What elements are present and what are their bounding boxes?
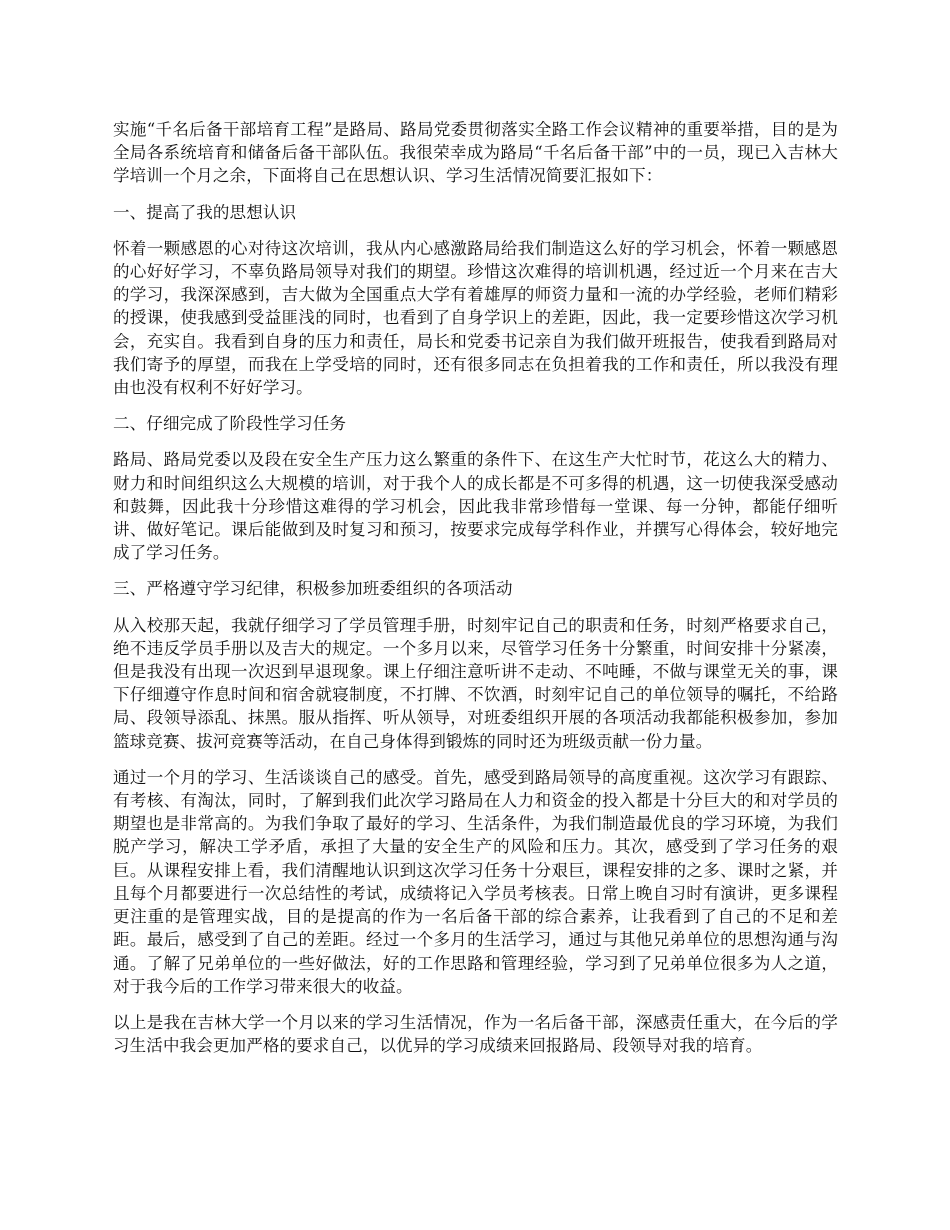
conclusion-paragraph: 以上是我在吉林大学一个月以来的学习生活情况，作为一名后备干部，深感责任重大，在今后的学习生活中我会更加严格的要求自己，以优异的学习成绩来回报路局、段领导对我的培育。 (113, 1012, 838, 1056)
section-heading-1: 一、提高了我的思想认识 (113, 202, 297, 222)
reflection-paragraph: 通过一个月的学习、生活谈谈自己的感受。首先，感受到路局领导的高度重视。这次学习有跟踪、有考核、有淘汰，同时，了解到我们此次学习路局在人力和资金的投入都是十分巨大的和对学员的期望也是非常高的。为我们争取了最好的学习、生活条件，为我们制造最优良的学习环境，为我们脱产学习，解决工学矛盾，承担了大量的安全生产的风险和压力。其次，感受到了学习任务的艰巨。从课程安排上看，我们清醒地认识到这次学习任务十分艰巨，课程安排的之多、课时之紧，并且每个月都要进行一次总结性的考试，成绩将记入学员考核表。日常上晚自习时有演讲，更多课程更注重的是管理实战，目的是提高的作为一名后备干部的综合素养，让我看到了自己的不足和差距。最后，感受到了自己的差距。经过一个多月的生活学习，通过与其他兄弟单位的思想沟通与沟通。了解了兄弟单位的一些好做法，好的工作思路和管理经验，学习到了兄弟单位很多为人之道，对于我今后的工作学习带来很大的收益。 (113, 767, 838, 996)
section-2-paragraph: 路局、路局党委以及段在安全生产压力这么繁重的条件下、在这生产大忙时节，花这么大的精力、财力和时间组织这么大规模的培训，对于我个人的成长都是不可多得的机遇，这一切使我深受感动和鼓舞，因此我十分珍惜这难得的学习机会，因此我非常珍惜每一堂课、每一分钟，都能仔细听讲、做好笔记。课后能做到及时复习和预习，按要求完成每学科作业，并撰写心得体会，较好地完成了学习任务。 (113, 450, 838, 563)
section-heading-3: 三、严格遵守学习纪律，积极参加班委组织的各项活动 (113, 579, 513, 599)
section-1-paragraph: 怀着一颗感恩的心对待这次培训，我从内心感激路局给我们制造这么好的学习机会，怀着一颗感恩的心好好学习，不辜负路局领导对我们的期望。珍惜这次难得的培训机遇，经过近一个月来在吉大的学习，我深深感到，吉大做为全国重点大学有着雄厚的师资力量和一流的办学经验，老师们精彩的授课，使我感到受益匪浅的同时，也看到了自身学识上的差距，因此，我一定要珍惜这次学习机会，充实自。我看到自身的压力和责任，局长和党委书记亲自为我们做开班报告，使我看到路局对我们寄予的厚望，而我在上学受培的同时，还有很多同志在负担着我的工作和责任，所以我没有理由也没有权利不好好学习。 (113, 238, 838, 398)
section-3-paragraph: 从入校那天起，我就仔细学习了学员管理手册，时刻牢记自己的职责和任务，时刻严格要求自己，绝不违反学员手册以及吉大的规定。一个多月以来，尽管学习任务十分繁重，时间安排十分紧凑，但是我没有出现一次迟到早退现象。课上仔细注意听讲不走动、不吨睡，不做与课堂无关的事，课下仔细遵守作息时间和宿舍就寝制度，不打牌、不饮酒，时刻牢记自己的单位领导的嘱托，不给路局、段领导添乱、抹黑。服从指挥、听从领导，对班委组织开展的各项活动我都能积极参加，参加篮球竞赛、拔河竞赛等活动，在自己身体得到锻炼的同时还为班级贡献一份力量。 (113, 615, 838, 751)
section-heading-2: 二、仔细完成了阶段性学习任务 (113, 414, 347, 434)
intro-paragraph: 实施“千名后备干部培育工程”是路局、路局党委贯彻落实全路工作会议精神的重要举措，目的是为全局各系统培育和储备后备干部队伍。我很荣幸成为路局“千名后备干部”中的一员，现已入吉林大学培训一个月之余，下面将自己在思想认识、学习生活情况简要汇报如下： (113, 120, 838, 186)
